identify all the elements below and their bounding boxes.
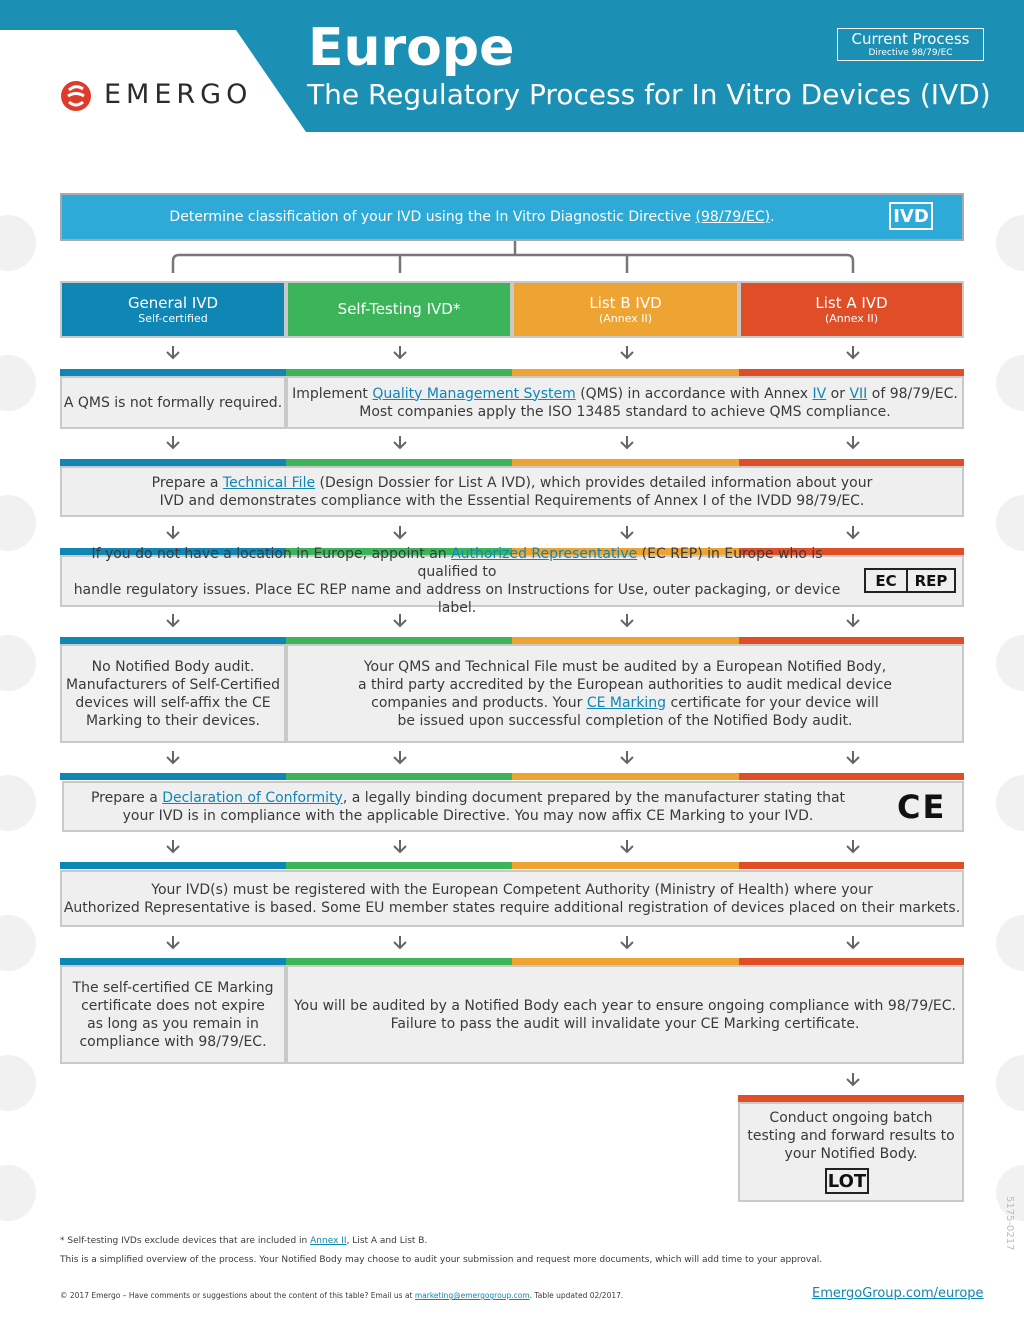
watermark-logo <box>0 355 36 411</box>
authorized-rep-link[interactable]: Authorized Representative <box>451 546 638 562</box>
sc-line: certificate does not expire <box>81 997 265 1014</box>
down-arrow-icon <box>393 526 407 540</box>
watermark-logo <box>0 1165 36 1221</box>
color-band <box>739 958 964 965</box>
website-link[interactable]: EmergoGroup.com/europe <box>812 1286 984 1301</box>
down-arrow-icon <box>166 346 180 360</box>
step1-text: Determine classification of your IVD using the In Vitro Diagnostic Directive <box>169 209 696 225</box>
nnb-line: Manufacturers of Self-Certified <box>66 676 280 693</box>
color-band <box>512 459 739 466</box>
tf-text-line2: IVD and demonstrates compliance with the Essential Requirements of Annex I of the IVDD 98/79/EC. <box>159 492 865 509</box>
process-directive: Directive 98/79/EC <box>868 48 953 58</box>
down-arrow-icon <box>846 840 860 854</box>
watermark-logo <box>0 495 36 551</box>
color-band <box>286 637 512 644</box>
color-band <box>512 773 739 780</box>
step-declaration <box>62 781 964 832</box>
category-name: Self-Testing IVD* <box>337 300 461 318</box>
tf-text: Prepare a <box>151 474 223 491</box>
color-band <box>286 958 512 965</box>
down-arrow-icon <box>393 436 407 450</box>
step-notified-body-audit <box>286 644 964 743</box>
watermark-logo <box>0 635 36 691</box>
color-band <box>286 369 512 376</box>
category-name: List B IVD <box>589 293 662 312</box>
reg-line: Authorized Representative is based. Some EU member states require additional registration of devices placed on their markets. <box>63 899 961 916</box>
watermark-logo <box>996 775 1024 831</box>
down-arrow-icon <box>166 526 180 540</box>
annex-ii-link[interactable]: Annex II <box>310 1236 347 1246</box>
color-band <box>512 637 739 644</box>
category-general-ivd <box>60 281 286 338</box>
down-arrow-icon <box>166 436 180 450</box>
ar-text-line2: handle regulatory issues. Place EC REP name and address on Instructions for Use, outer packaging, or device label. <box>73 582 841 616</box>
qms-link[interactable]: Quality Management System <box>372 385 576 402</box>
down-arrow-icon <box>620 751 634 765</box>
color-band <box>739 637 964 644</box>
audit-line: Failure to pass the audit will invalidate your CE Marking certificate. <box>390 1015 860 1032</box>
footnote-text: , List A and List B. <box>346 1236 428 1246</box>
nb-line: companies and products. Your <box>371 694 587 711</box>
sc-line: as long as you remain in <box>87 1015 259 1032</box>
step-qms-implement <box>286 376 964 429</box>
email-link[interactable]: marketing@emergogroup.com <box>414 1291 530 1300</box>
category-sub: (Annex II) <box>598 311 653 325</box>
copyright-text: © 2017 Emergo – Have comments or suggestions about the content of this table? Email us at <box>60 1291 415 1300</box>
sc-line: compliance with 98/79/EC. <box>79 1033 267 1050</box>
down-arrow-icon <box>846 526 860 540</box>
copyright <box>60 1291 623 1300</box>
document-code: 5175-0217 <box>1004 1196 1015 1251</box>
step-registration <box>60 870 964 927</box>
down-arrow-icon <box>620 936 634 950</box>
logo-wordmark: EMERGO <box>104 79 253 110</box>
color-band <box>739 862 964 869</box>
ar-text: If you do not have a location in Europe, appoint an <box>91 546 452 562</box>
color-band <box>286 459 512 466</box>
nnb-line: devices will self-affix the CE <box>75 694 271 711</box>
qms-text: Implement <box>292 385 373 402</box>
batch-line: Conduct ongoing batch <box>769 1110 933 1126</box>
page-subtitle: The Regulatory Process for In Vitro Devices (IVD) <box>307 78 991 111</box>
iso-text: Most companies apply the ISO 13485 standard to achieve QMS compliance. <box>359 403 891 420</box>
color-band <box>286 773 512 780</box>
nb-line: Your QMS and Technical File must be audited by a European Notified Body, <box>363 658 887 675</box>
category-self-testing-ivd <box>286 281 512 338</box>
nb-line: be issued upon successful completion of the Notified Body audit. <box>397 712 853 729</box>
nb-line: a third party accredited by the European authorities to audit medical device <box>357 676 893 693</box>
batch-line: your Notified Body. <box>784 1146 918 1162</box>
ivd-icon: IVD <box>889 202 933 230</box>
doc-text: , a legally binding document prepared by the manufacturer stating that <box>342 789 846 806</box>
qms-text: of 98/79/EC. <box>867 385 958 402</box>
category-list-b-ivd <box>512 281 739 338</box>
watermark-logo <box>0 215 36 271</box>
down-arrow-icon <box>393 346 407 360</box>
step-technical-file <box>60 466 964 517</box>
directive-link[interactable]: (98/79/EC) <box>695 209 771 225</box>
down-arrow-icon <box>846 1073 860 1087</box>
down-arrow-icon <box>846 751 860 765</box>
down-arrow-icon <box>620 840 634 854</box>
qms-text: (QMS) in accordance with Annex <box>575 385 813 402</box>
category-list-a-ivd <box>739 281 964 338</box>
footnote-text: * Self-testing IVDs exclude devices that are included in <box>60 1236 311 1246</box>
down-arrow-icon <box>846 436 860 450</box>
annex-iv-link[interactable]: IV <box>812 385 827 402</box>
color-band <box>739 459 964 466</box>
lot-icon: LOT <box>825 1168 869 1194</box>
footnote-simplified: This is a simplified overview of the process. Your Notified Body may choose to audit your submission and request more documents, which will add time to your approval. <box>60 1255 823 1265</box>
process-badge <box>837 28 984 61</box>
category-name: List A IVD <box>815 293 888 312</box>
tf-text: (Design Dossier for List A IVD), which provides detailed information about your <box>315 474 873 491</box>
color-band <box>60 773 286 780</box>
watermark-logo <box>996 495 1024 551</box>
color-band <box>60 369 286 376</box>
color-band <box>60 862 286 869</box>
color-band <box>60 459 286 466</box>
down-arrow-icon <box>620 526 634 540</box>
annex-vii-link[interactable]: VII <box>849 385 868 402</box>
color-band <box>739 773 964 780</box>
rep-label: REP <box>914 571 948 590</box>
declaration-link[interactable]: Declaration of Conformity <box>162 789 343 806</box>
color-band <box>738 1095 964 1102</box>
watermark-logo <box>0 915 36 971</box>
process-label: Current Process <box>851 30 970 48</box>
step-self-certified-validity <box>60 965 286 1064</box>
step-annual-audit <box>286 965 964 1064</box>
technical-file-link[interactable]: Technical File <box>222 474 316 491</box>
down-arrow-icon <box>393 840 407 854</box>
color-band <box>512 862 739 869</box>
emergo-logo-icon <box>60 80 94 112</box>
category-sub: Self-certified <box>138 311 208 325</box>
step-authorized-rep <box>60 546 964 616</box>
page-title: Europe <box>308 18 515 78</box>
reg-line: Your IVD(s) must be registered with the European Competent Authority (Ministry of Health) where your <box>151 881 873 898</box>
doc-text-line2: your IVD is in compliance with the applicable Directive. You may now affix CE Marking to your IVD. <box>122 807 814 824</box>
watermark-logo <box>996 215 1024 271</box>
audit-line: You will be audited by a Notified Body each year to ensure ongoing compliance with 98/79/EC. <box>293 997 957 1014</box>
color-band <box>60 958 286 965</box>
nb-line: certificate for your device will <box>666 694 879 711</box>
ec-label: EC <box>866 570 908 591</box>
color-band <box>512 369 739 376</box>
step-qms-general <box>60 376 286 429</box>
batch-line: testing and forward results to <box>747 1128 955 1144</box>
branch-connector <box>60 241 964 281</box>
watermark-logo <box>0 775 36 831</box>
color-band <box>60 637 286 644</box>
nnb-line: No Notified Body audit. <box>91 658 255 675</box>
watermark-logo <box>996 1055 1024 1111</box>
qms-text: or <box>826 385 850 402</box>
color-band <box>739 369 964 376</box>
down-arrow-icon <box>166 936 180 950</box>
nnb-line: Marking to their devices. <box>86 712 260 729</box>
down-arrow-icon <box>620 346 634 360</box>
footnote-self-testing <box>60 1236 427 1246</box>
down-arrow-icon <box>166 751 180 765</box>
color-band <box>286 862 512 869</box>
down-arrow-icon <box>846 346 860 360</box>
color-band <box>512 958 739 965</box>
watermark-logo <box>0 1055 36 1111</box>
ce-marking-link[interactable]: CE Marking <box>586 694 667 711</box>
ec-rep-icon <box>864 568 956 593</box>
step-no-notified-body <box>60 644 286 743</box>
ar-text: (EC REP) in Europe who is qualified to <box>417 546 823 580</box>
down-arrow-icon <box>166 840 180 854</box>
doc-text: Prepare a <box>90 789 163 806</box>
category-name: General IVD <box>127 293 219 312</box>
step1-end: . <box>770 209 775 225</box>
watermark-logo <box>996 635 1024 691</box>
down-arrow-icon <box>620 436 634 450</box>
watermark-logo <box>996 355 1024 411</box>
watermark-logo <box>996 915 1024 971</box>
down-arrow-icon <box>393 751 407 765</box>
copyright-text: . Table updated 02/2017. <box>529 1291 624 1300</box>
ce-mark-icon: CE <box>897 788 947 826</box>
sc-line: The self-certified CE Marking <box>72 979 274 996</box>
category-sub: (Annex II) <box>824 311 879 325</box>
down-arrow-icon <box>393 936 407 950</box>
down-arrow-icon <box>846 936 860 950</box>
step-classification <box>60 193 964 241</box>
qms-not-required-text: A QMS is not formally required. <box>63 394 283 411</box>
